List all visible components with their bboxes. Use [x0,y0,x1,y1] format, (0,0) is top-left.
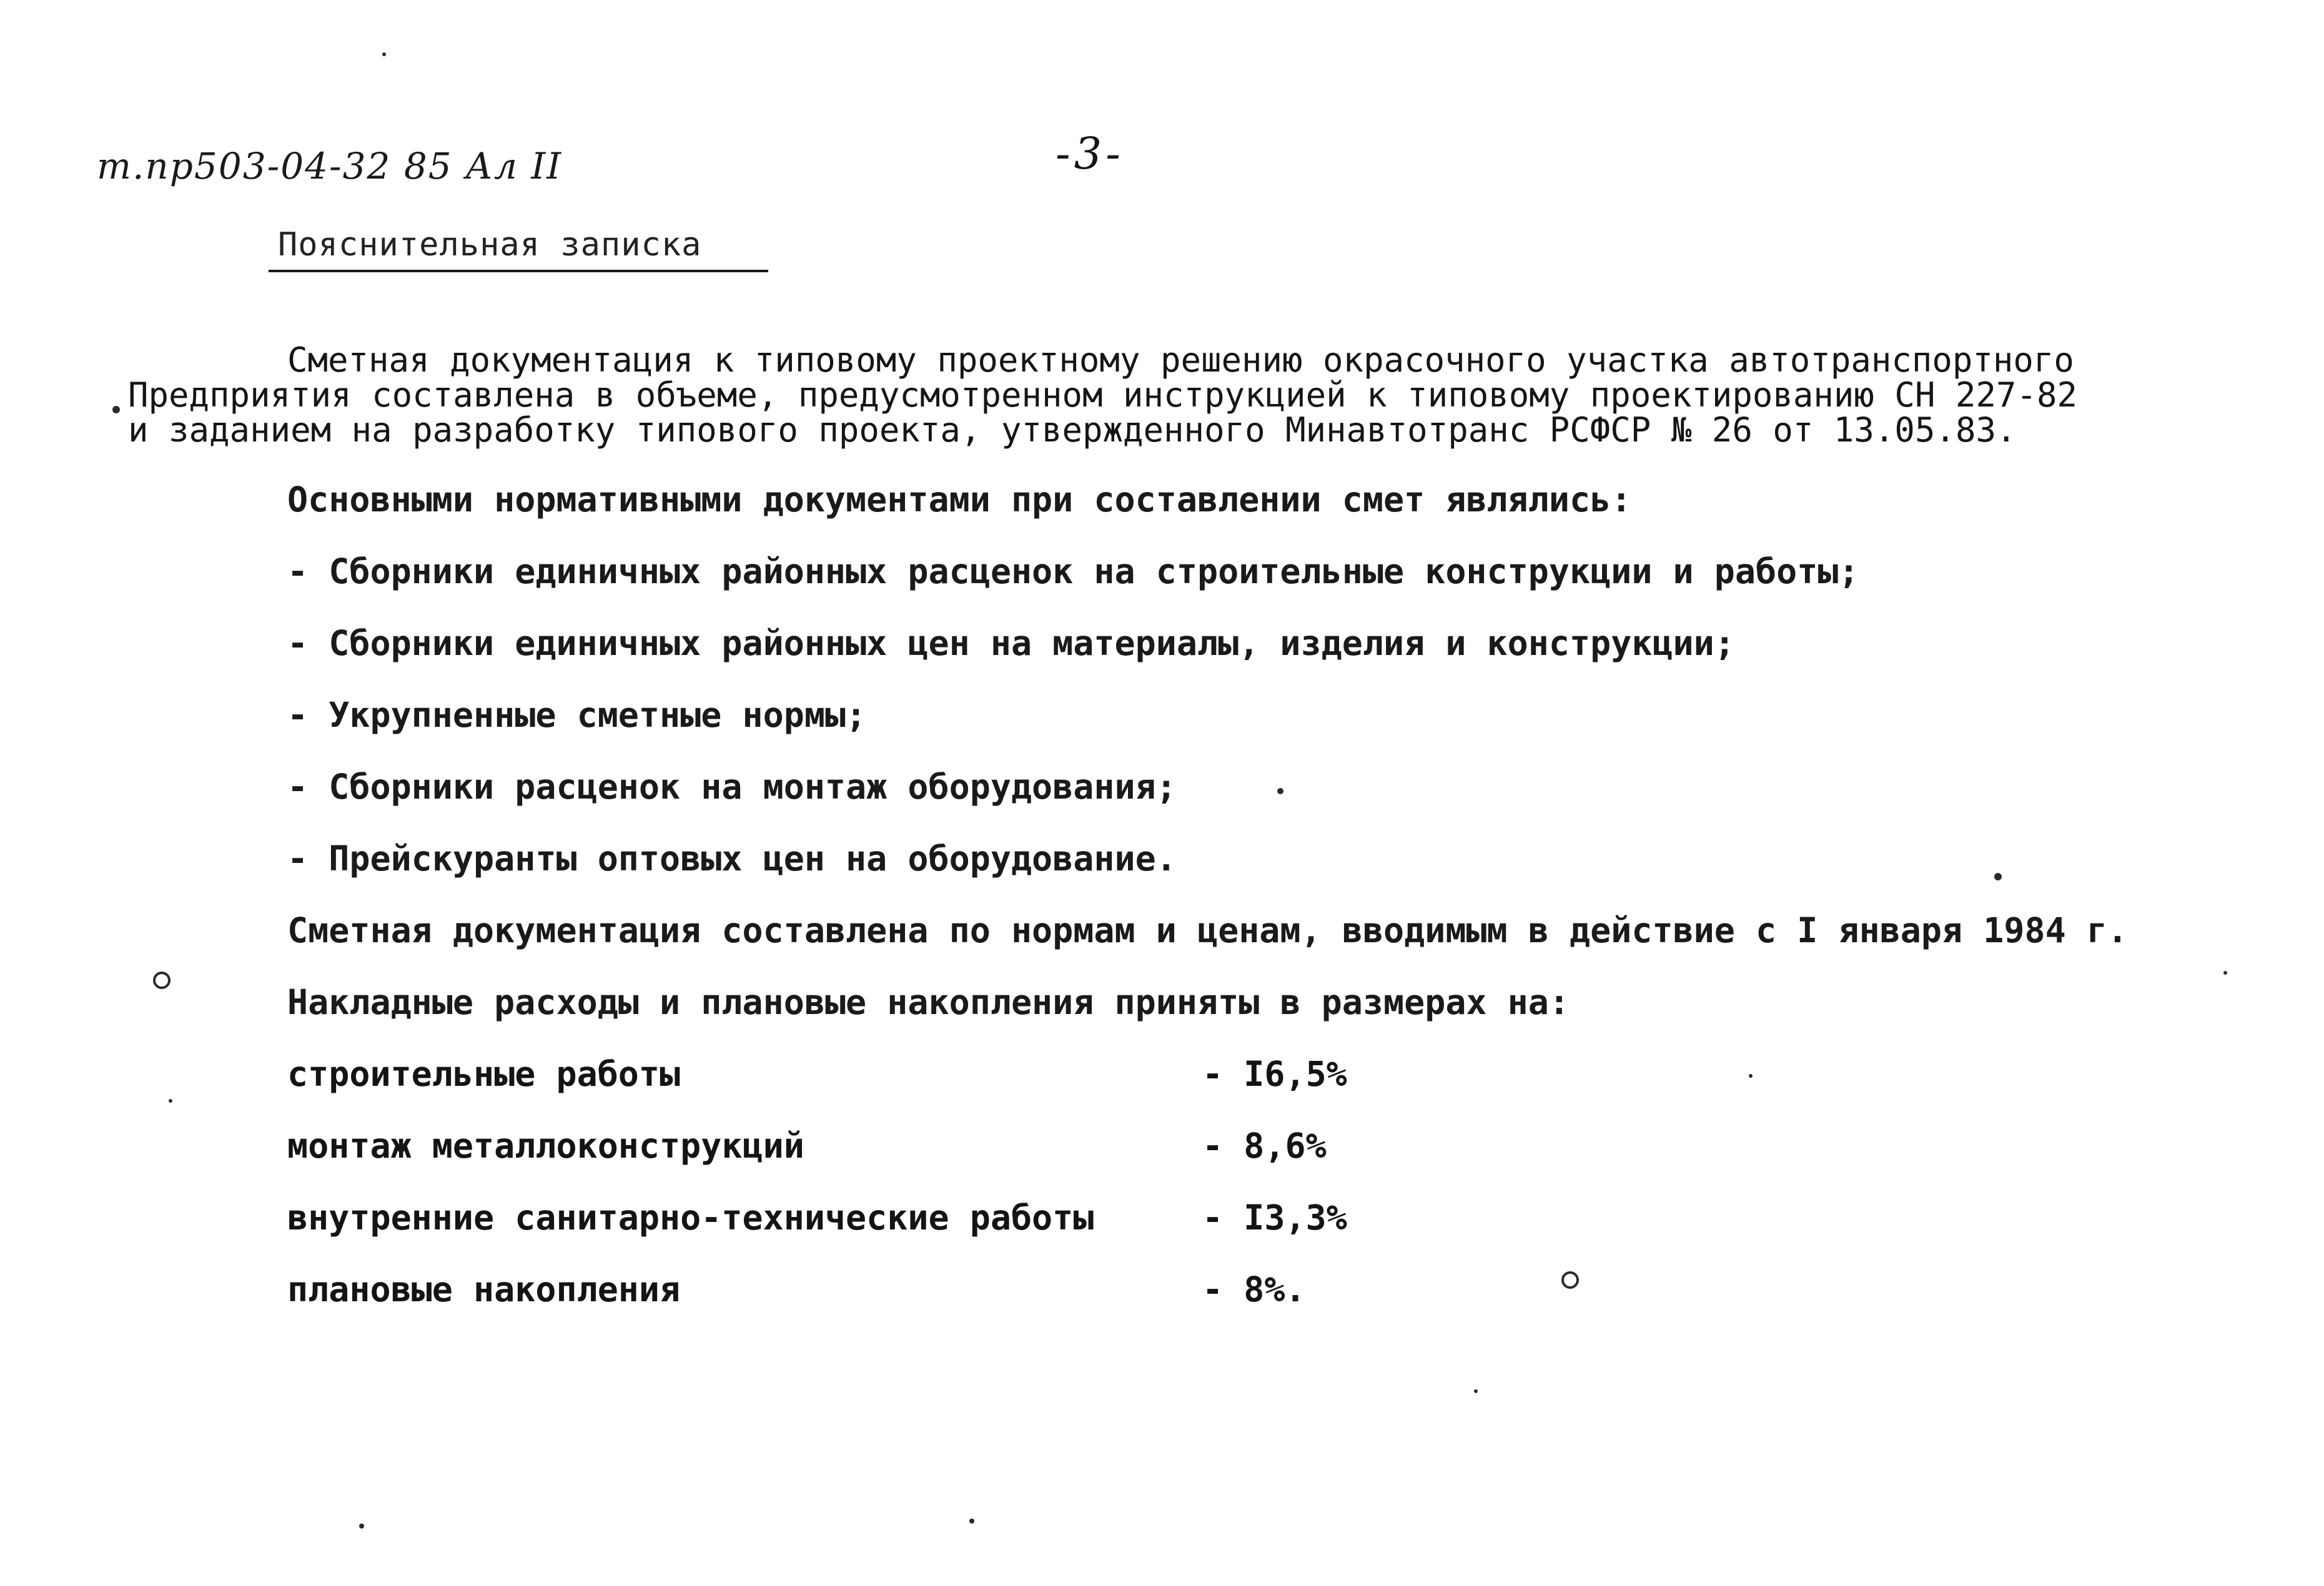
title-underline [269,270,768,272]
rate-value: - I3,3% [1202,1198,1347,1238]
scan-speck [1561,1271,1579,1289]
pricing-note: Сметная документация составлена по нормам и ценам, вводимым в действие с I января 1984 г. [287,910,2129,950]
rate-value: - 8,6% [1202,1126,1327,1166]
rate-label: плановые накопления [287,1269,681,1309]
rate-label: строительные работы [287,1054,681,1094]
list-item: - Укрупненные сметные нормы; [287,695,867,735]
intro-line-1: Сметная документация к типовому проектному решению окрасочного участка автотранспортного [287,340,2074,380]
page-number: -3- [1056,128,1124,179]
list-item: - Сборники расценок на монтаж оборудования; [287,767,1177,807]
overhead-heading: Накладные расходы и плановые накопления приняты в размерах на: [287,982,1570,1022]
rate-label: внутренние санитарно-технические работы [287,1198,1094,1238]
intro-line-3: и заданием на разработку типового проекта, утвержденного Минавтотранс РСФСР № 26 от 13.05.83. [128,410,2017,450]
rate-value: - 8%. [1202,1269,1306,1309]
scan-speck [1277,788,1283,794]
scan-speck [2223,971,2227,975]
scan-speck [1474,1389,1478,1393]
list-item: - Сборники единичных районных цен на материалы, изделия и конструкции; [287,623,1735,663]
scan-speck [969,1519,974,1524]
scan-speck [169,1099,172,1103]
scan-speck [382,52,386,56]
list-item: - Прейскуранты оптовых цен на оборудование. [287,839,1177,879]
scan-speck [153,972,171,989]
scan-speck [359,1524,364,1529]
scan-speck [1994,873,2002,880]
rate-value: - I6,5% [1202,1054,1347,1094]
list-item: - Сборники единичных районных расценок на строительные конструкции и работы; [287,551,1859,591]
normative-heading: Основными нормативными документами при составлении смет являлись: [287,480,1632,520]
intro-line-2: Предприятия составлена в объеме, предусмотренном инструкцией к типовому проектированию СН 227-82 [128,375,2078,415]
document-code: т.пр503-04-32 85 Ал II [97,145,563,187]
scan-speck [1749,1074,1753,1078]
rate-label: монтаж металлоконструкций [287,1126,804,1166]
scan-speck [112,406,120,413]
section-title: Пояснительная записка [278,226,702,264]
